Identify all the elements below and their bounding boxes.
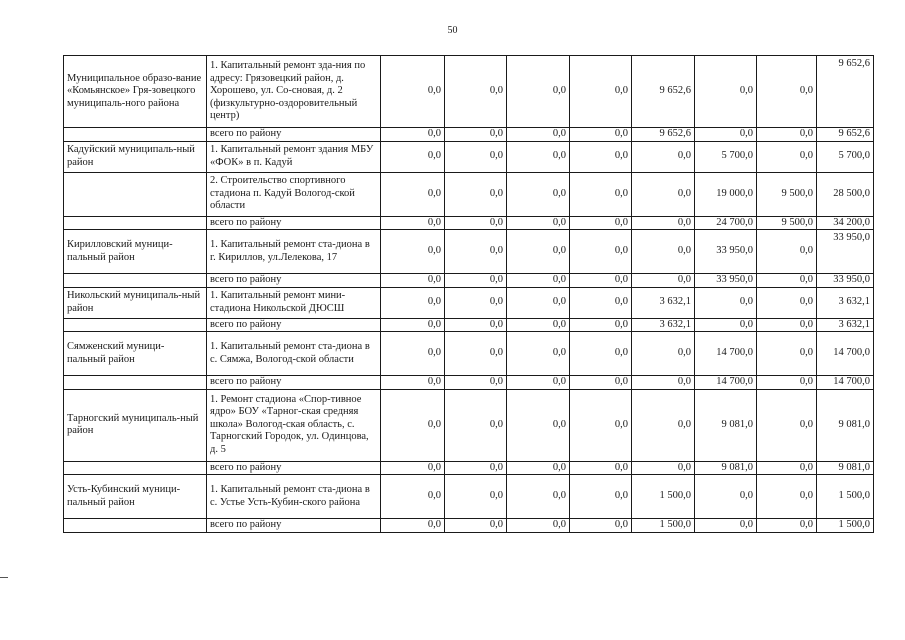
value-cell: 0,0	[381, 376, 445, 390]
value-cell: 9 652,6	[632, 128, 695, 142]
value-cell: 3 632,1	[817, 318, 874, 332]
project-row	[64, 287, 874, 318]
value-cell: 33 950,0	[817, 230, 874, 274]
municipality-cell	[64, 172, 207, 216]
project-name-cell: 1. Капитальный ремонт здания МБУ «ФОК» в п. Кадуй	[207, 141, 381, 172]
value-cell: 0,0	[507, 230, 570, 274]
value-cell: 5 700,0	[695, 141, 757, 172]
municipality-cell: Сямженский муници-пальный район	[64, 332, 207, 376]
district-total-row	[64, 519, 874, 533]
project-name-cell: 1. Капитальный ремонт ста-диона в с. Сямжа, Вологод-ской области	[207, 332, 381, 376]
value-cell: 0,0	[757, 475, 817, 519]
value-cell: 33 950,0	[817, 274, 874, 288]
district-total-label: всего по району	[207, 216, 381, 230]
value-cell: 14 700,0	[695, 332, 757, 376]
municipality-cell	[64, 274, 207, 288]
district-total-row	[64, 318, 874, 332]
value-cell: 0,0	[695, 56, 757, 128]
value-cell: 1 500,0	[632, 475, 695, 519]
value-cell: 0,0	[570, 216, 632, 230]
value-cell: 0,0	[507, 475, 570, 519]
municipality-cell	[64, 128, 207, 142]
value-cell: 0,0	[757, 519, 817, 533]
value-cell: 0,0	[445, 56, 507, 128]
value-cell: 9 500,0	[757, 172, 817, 216]
district-total-row	[64, 376, 874, 390]
value-cell: 0,0	[445, 461, 507, 475]
value-cell: 0,0	[507, 461, 570, 475]
value-cell: 0,0	[507, 318, 570, 332]
value-cell: 0,0	[381, 56, 445, 128]
project-row	[64, 475, 874, 519]
value-cell: 0,0	[445, 519, 507, 533]
value-cell: 0,0	[570, 56, 632, 128]
value-cell: 0,0	[757, 332, 817, 376]
value-cell: 9 081,0	[817, 461, 874, 475]
value-cell: 0,0	[757, 128, 817, 142]
value-cell: 9 081,0	[817, 389, 874, 461]
value-cell: 0,0	[445, 141, 507, 172]
project-name-cell: 1. Капитальный ремонт ста-диона в с. Устье Усть-Кубин-ского района	[207, 475, 381, 519]
value-cell: 0,0	[632, 172, 695, 216]
value-cell: 0,0	[757, 287, 817, 318]
value-cell: 0,0	[381, 172, 445, 216]
value-cell: 0,0	[695, 287, 757, 318]
value-cell: 34 200,0	[817, 216, 874, 230]
value-cell: 0,0	[632, 230, 695, 274]
value-cell: 14 700,0	[817, 332, 874, 376]
district-total-row	[64, 461, 874, 475]
value-cell: 0,0	[695, 519, 757, 533]
project-row	[64, 332, 874, 376]
value-cell: 0,0	[507, 216, 570, 230]
value-cell: 9 500,0	[757, 216, 817, 230]
value-cell: 0,0	[757, 274, 817, 288]
value-cell: 0,0	[632, 376, 695, 390]
value-cell: 0,0	[570, 172, 632, 216]
project-name-cell: 2. Строительство спортивного стадиона п. Кадуй Вологод-ской области	[207, 172, 381, 216]
district-total-row	[64, 128, 874, 142]
municipality-cell: Тарногский муниципаль-ный район	[64, 389, 207, 461]
value-cell: 9 081,0	[695, 461, 757, 475]
value-cell: 0,0	[757, 389, 817, 461]
value-cell: 9 652,6	[817, 128, 874, 142]
value-cell: 0,0	[757, 230, 817, 274]
value-cell: 0,0	[381, 216, 445, 230]
district-total-label: всего по району	[207, 376, 381, 390]
project-row	[64, 141, 874, 172]
value-cell: 0,0	[507, 287, 570, 318]
page-number: 50	[447, 25, 458, 36]
value-cell: 0,0	[570, 519, 632, 533]
value-cell: 0,0	[445, 389, 507, 461]
value-cell: 0,0	[507, 141, 570, 172]
value-cell: 0,0	[570, 461, 632, 475]
margin-mark	[0, 577, 8, 578]
project-row	[64, 230, 874, 274]
value-cell: 0,0	[632, 274, 695, 288]
value-cell: 0,0	[507, 56, 570, 128]
value-cell: 0,0	[570, 475, 632, 519]
municipality-cell: Муниципальное образо-вание «Комьянское» Гря-зовецкого муниципаль-ного района	[64, 56, 207, 128]
value-cell: 0,0	[445, 172, 507, 216]
value-cell: 0,0	[632, 216, 695, 230]
value-cell: 0,0	[507, 376, 570, 390]
value-cell: 0,0	[570, 389, 632, 461]
value-cell: 0,0	[507, 389, 570, 461]
value-cell: 0,0	[445, 216, 507, 230]
value-cell: 0,0	[381, 274, 445, 288]
municipality-cell	[64, 216, 207, 230]
district-total-label: всего по району	[207, 318, 381, 332]
value-cell: 33 950,0	[695, 274, 757, 288]
municipality-cell	[64, 376, 207, 390]
value-cell: 0,0	[507, 332, 570, 376]
project-row	[64, 389, 874, 461]
value-cell: 0,0	[570, 230, 632, 274]
value-cell: 5 700,0	[817, 141, 874, 172]
value-cell: 3 632,1	[817, 287, 874, 318]
value-cell: 0,0	[507, 274, 570, 288]
value-cell: 0,0	[445, 128, 507, 142]
value-cell: 0,0	[757, 376, 817, 390]
value-cell: 0,0	[381, 475, 445, 519]
value-cell: 0,0	[570, 332, 632, 376]
value-cell: 0,0	[757, 141, 817, 172]
municipality-cell	[64, 519, 207, 533]
value-cell: 0,0	[570, 274, 632, 288]
value-cell: 0,0	[632, 389, 695, 461]
value-cell: 0,0	[381, 128, 445, 142]
value-cell: 0,0	[381, 389, 445, 461]
value-cell: 3 632,1	[632, 318, 695, 332]
value-cell: 0,0	[381, 332, 445, 376]
value-cell: 0,0	[445, 475, 507, 519]
value-cell: 0,0	[381, 318, 445, 332]
value-cell: 0,0	[570, 287, 632, 318]
value-cell: 0,0	[757, 56, 817, 128]
value-cell: 9 652,6	[817, 56, 874, 128]
value-cell: 0,0	[445, 274, 507, 288]
project-name-cell: 1. Капитальный ремонт мини-стадиона Никольской ДЮСШ	[207, 287, 381, 318]
value-cell: 0,0	[445, 230, 507, 274]
project-name-cell: 1. Капитальный ремонт зда-ния по адресу: Грязовецкий район, д. Хорошево, ул. Со-сновая, д. 2 (физкультурно-оздоровительный центр)	[207, 56, 381, 128]
value-cell: 14 700,0	[695, 376, 757, 390]
value-cell: 0,0	[632, 332, 695, 376]
district-total-label: всего по району	[207, 519, 381, 533]
municipality-cell	[64, 318, 207, 332]
value-cell: 0,0	[570, 318, 632, 332]
value-cell: 14 700,0	[817, 376, 874, 390]
value-cell: 0,0	[507, 128, 570, 142]
municipality-cell	[64, 461, 207, 475]
value-cell: 1 500,0	[817, 475, 874, 519]
value-cell: 1 500,0	[817, 519, 874, 533]
value-cell: 3 632,1	[632, 287, 695, 318]
value-cell: 0,0	[632, 461, 695, 475]
district-total-row	[64, 274, 874, 288]
value-cell: 0,0	[445, 332, 507, 376]
value-cell: 33 950,0	[695, 230, 757, 274]
value-cell: 0,0	[695, 475, 757, 519]
value-cell: 0,0	[695, 318, 757, 332]
value-cell: 0,0	[570, 376, 632, 390]
value-cell: 0,0	[445, 318, 507, 332]
value-cell: 28 500,0	[817, 172, 874, 216]
value-cell: 0,0	[570, 128, 632, 142]
project-name-cell: 1. Ремонт стадиона «Спор-тивное ядро» БОУ «Тарног-ская средняя школа» Вологод-ская область, с. Тарногский Городок, ул. Одинцова, д. 5	[207, 389, 381, 461]
project-name-cell: 1. Капитальный ремонт ста-диона в г. Кириллов, ул.Лелекова, 17	[207, 230, 381, 274]
district-total-label: всего по району	[207, 128, 381, 142]
value-cell: 9 652,6	[632, 56, 695, 128]
value-cell: 0,0	[757, 461, 817, 475]
value-cell: 9 081,0	[695, 389, 757, 461]
value-cell: 0,0	[570, 141, 632, 172]
value-cell: 0,0	[381, 519, 445, 533]
project-row	[64, 172, 874, 216]
value-cell: 0,0	[507, 172, 570, 216]
value-cell: 0,0	[632, 141, 695, 172]
municipality-cell: Усть-Кубинский муници-пальный район	[64, 475, 207, 519]
district-total-label: всего по району	[207, 274, 381, 288]
value-cell: 0,0	[507, 519, 570, 533]
project-row	[64, 56, 874, 128]
value-cell: 0,0	[445, 376, 507, 390]
value-cell: 0,0	[381, 141, 445, 172]
value-cell: 0,0	[757, 318, 817, 332]
value-cell: 0,0	[381, 287, 445, 318]
value-cell: 19 000,0	[695, 172, 757, 216]
value-cell: 1 500,0	[632, 519, 695, 533]
value-cell: 0,0	[695, 128, 757, 142]
value-cell: 0,0	[381, 230, 445, 274]
municipality-cell: Кирилловский муници-пальный район	[64, 230, 207, 274]
municipality-cell: Кадуйский муниципаль-ный район	[64, 141, 207, 172]
district-total-label: всего по району	[207, 461, 381, 475]
funding-table	[63, 55, 874, 533]
municipality-cell: Никольский муниципаль-ный район	[64, 287, 207, 318]
value-cell: 24 700,0	[695, 216, 757, 230]
value-cell: 0,0	[381, 461, 445, 475]
value-cell: 0,0	[445, 287, 507, 318]
district-total-row	[64, 216, 874, 230]
